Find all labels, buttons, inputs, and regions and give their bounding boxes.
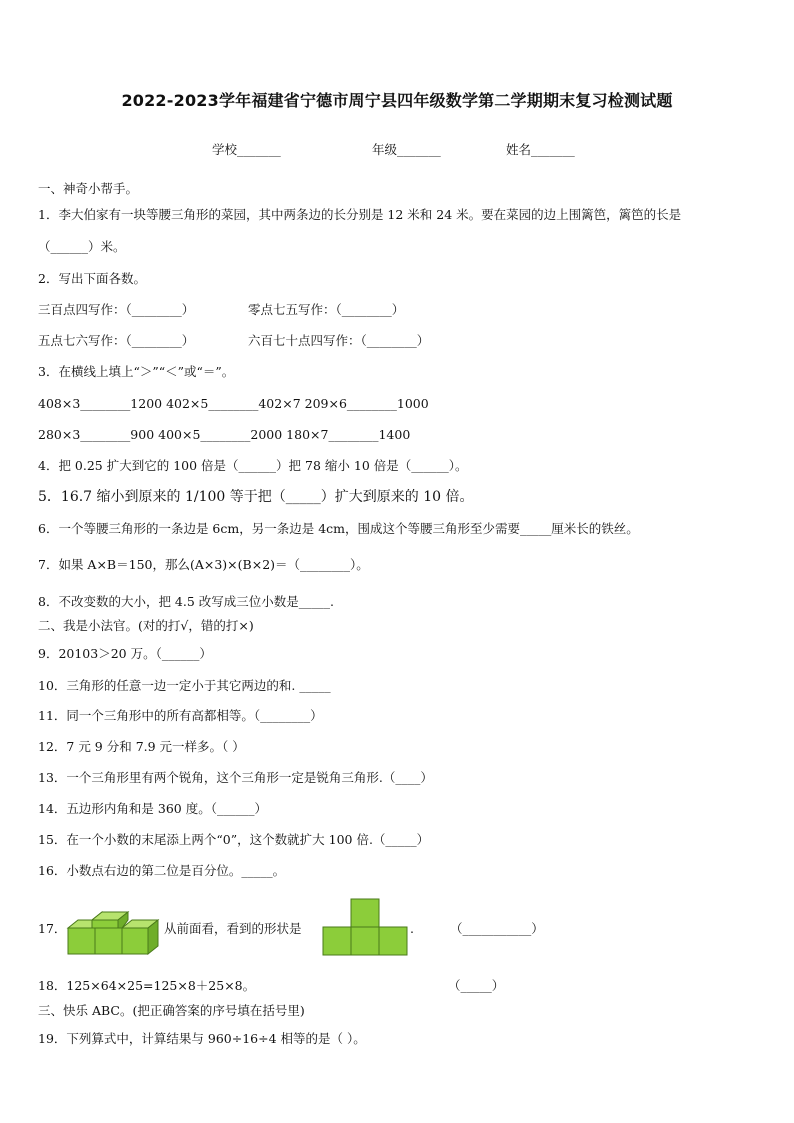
question-17-number: 17． bbox=[38, 921, 67, 936]
question-19: 19．下列算式中，计算结果与 960÷16÷4 相等的是（ ）。 bbox=[38, 1031, 366, 1046]
question-9: 9．20103＞20 万。（______） bbox=[38, 646, 212, 661]
question-11: 11．同一个三角形中的所有高都相等。（________） bbox=[38, 708, 323, 723]
grade-field: 年级_______ bbox=[372, 142, 441, 157]
question-17-period: . bbox=[410, 921, 414, 936]
section-heading-2: 二、我是小法官。(对的打√，错的打×) bbox=[38, 618, 254, 633]
question-4: 4．把 0.25 扩大到它的 100 倍是（______）把 78 缩小 10 倍是（______）。 bbox=[38, 458, 468, 473]
question-6: 6．一个等腰三角形的一条边是 6cm，另一条边是 4cm，围成这个等腰三角形至少需要_____厘米长的铁丝。 bbox=[38, 521, 639, 536]
question-2-item-b: 零点七五写作：（________） bbox=[248, 302, 405, 317]
question-2-item-c: 五点七六写作：（________） bbox=[38, 333, 195, 348]
section-heading-1: 一、神奇小帮手。 bbox=[38, 181, 139, 196]
question-5: 5．16.7 缩小到原来的 1/100 等于把（_____）扩大到原来的 10 倍。 bbox=[38, 489, 474, 505]
front-view-figure bbox=[322, 898, 408, 956]
question-13: 13．一个三角形里有两个锐角，这个三角形一定是锐角三角形.（____） bbox=[38, 770, 433, 785]
question-8: 8．不改变数的大小，把 4.5 改写成三位小数是_____. bbox=[38, 594, 335, 609]
question-2: 2．写出下面各数。 bbox=[38, 271, 146, 286]
question-3-row-1: 408×3________1200 402×5________402×7 209×6________1000 bbox=[38, 396, 429, 411]
question-2-item-a: 三百点四写作：（________） bbox=[38, 302, 195, 317]
question-15: 15．在一个小数的末尾添上两个“0”，这个数就扩大 100 倍.（_____） bbox=[38, 832, 430, 847]
question-16: 16．小数点右边的第二位是百分位。_____。 bbox=[38, 863, 286, 878]
section-heading-3: 三、快乐 ABC。(把正确答案的序号填在括号里) bbox=[38, 1003, 305, 1018]
question-18-answer: （_____） bbox=[448, 978, 505, 993]
question-2-item-d: 六百七十点四写作：（________） bbox=[248, 333, 430, 348]
question-17-answer: （___________） bbox=[450, 921, 544, 936]
question-3-row-2: 280×3________900 400×5________2000 180×7________1400 bbox=[38, 427, 411, 442]
question-18: 18．125×64×25=125×8＋25×8。 bbox=[38, 978, 256, 993]
question-1-answer: （______）米。 bbox=[38, 239, 126, 254]
question-3: 3．在横线上填上“＞”“＜”或“＝”。 bbox=[38, 364, 235, 379]
question-10: 10．三角形的任意一边一定小于其它两边的和. _____ bbox=[38, 678, 331, 693]
school-field: 学校_______ bbox=[212, 142, 281, 157]
cube-stack-figure bbox=[66, 906, 162, 956]
page-title: 2022-2023学年福建省宁德市周宁县四年级数学第二学期期末复习检测试题 bbox=[121, 91, 673, 110]
question-14: 14．五边形内角和是 360 度。（______） bbox=[38, 801, 267, 816]
name-field: 姓名_______ bbox=[506, 142, 575, 157]
question-1: 1．李大伯家有一块等腰三角形的菜园，其中两条边的长分别是 12 米和 24 米。要在菜园的边上围篱笆，篱笆的长是 bbox=[38, 207, 682, 222]
question-12: 12．7 元 9 分和 7.9 元一样多。（ ） bbox=[38, 739, 245, 754]
question-7: 7．如果 A×B＝150，那么(A×3)×(B×2)＝（________）。 bbox=[38, 557, 369, 572]
question-17-text: 从前面看，看到的形状是 bbox=[164, 921, 302, 936]
